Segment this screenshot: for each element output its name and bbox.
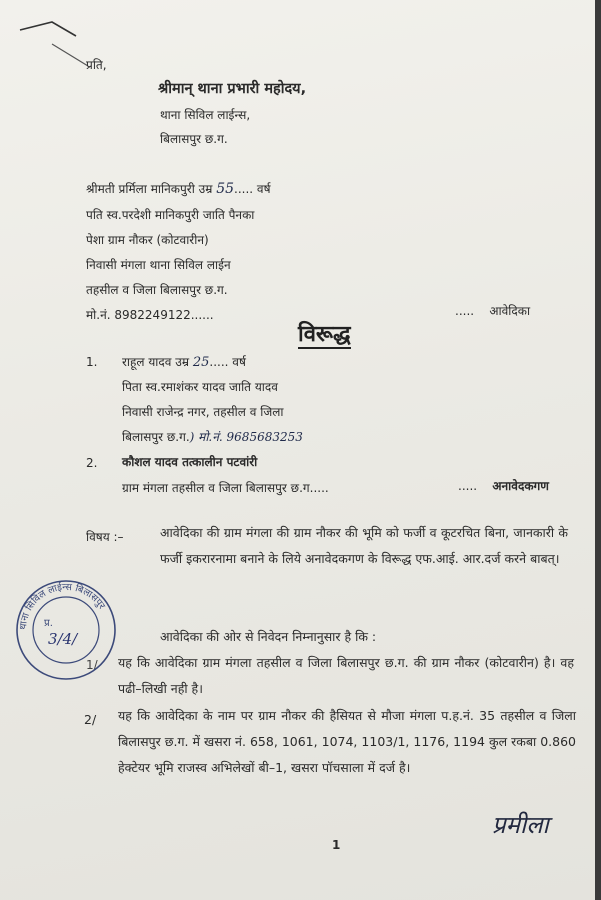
versus-heading: विरूद्ध [298, 321, 351, 347]
respondent-1-line-1: राहूल यादव उम्र 25..... वर्ष [122, 355, 246, 370]
stamp-inner-number: 3/4/ [48, 630, 78, 648]
applicant-line-2: पति स्व.परदेशी मानिकपुरी जाति पैनका [86, 208, 255, 222]
applicant-line-3: पेशा ग्राम नौकर (कोटवारीन) [86, 233, 209, 247]
stamp-ring-text: थाना सिविल लाईन्स बिलासपुर [17, 581, 108, 631]
applicant-role: ..... आवेदिका [455, 304, 531, 318]
respondent-1-mobile-handwritten: ) मो.नं. 9685683253 [189, 430, 303, 444]
respondent-1-line-3: निवासी राजेन्द्र नगर, तहसील व जिला [122, 405, 284, 419]
respondent-2-line-1: कौशल यादव तत्कालीन पटवांरी [122, 455, 258, 469]
page-edge-shadow [595, 0, 601, 900]
respondent-2-number: 2. [86, 456, 98, 470]
addressee: श्रीमान् थाना प्रभारी महोदय, [158, 81, 307, 97]
city-name: बिलासपुर छ.ग. [160, 132, 228, 146]
para-2-number: 2/ [84, 712, 97, 727]
subject-text: आवेदिका की ग्राम मंगला की ग्राम नौकर की भूमि को फर्जी व कूटरचित बिना, जानकारी के फर्जी इकरारनामा बनाने के लिये अनावेदकगण के विरूद्ध एफ.आई. आर.दर्ज करने बाबत्। [160, 525, 568, 566]
svg-text:थाना सिविल लाईन्स बिलासपुर [18, 581, 108, 630]
applicant-line-5: तहसील व जिला बिलासपुर छ.ग. [86, 283, 228, 297]
police-station-stamp [14, 578, 118, 682]
applicant-signature: प्रमीला [492, 811, 549, 839]
para-2-text: यह कि आवेदिका के नाम पर ग्राम नौकर की हैसियत से मौजा मंगला प.ह.नं. 35 तहसील व जिला बिलासपुर छ.ग. में खसरा नं. 658, 1061, 1074, 1103/1, 1176, 1194 कुल रकबा 0.860 हेक्टेयर भूमि राजस्व अभिलेखों बी–1, खसरा पॉचसाला में दर्ज है। [118, 708, 576, 775]
applicant-mobile: मो.नं. 8982249122...... [86, 308, 214, 322]
prati-label: प्रति, [86, 58, 107, 72]
respondent-1-line-4: बिलासपुर छ.ग.) मो.नं. 9685683253 [122, 430, 303, 444]
para-1-number: 1/ [86, 658, 98, 672]
applicant-line-1: श्रीमती प्रर्मिला मानिकपुरी उम्र 55..... वर्ष [86, 181, 271, 197]
respondent-1-number: 1. [86, 355, 98, 369]
para-1-text: यह कि आवेदिका ग्राम मंगला तहसील व जिला बिलासपुर छ.ग. की ग्राम नौकर (कोटवारीन) है। वह पढी–लिखी नही है। [118, 655, 574, 696]
respondent-1-line-2: पिता स्व.रमाशंकर यादव जाति यादव [122, 380, 278, 394]
respondents-role: ..... अनावेदकगण [458, 479, 549, 493]
subject-label: विषय :– [86, 530, 124, 544]
station-name: थाना सिविल लाईन्स, [160, 108, 251, 122]
applicant-age-handwritten: 55 [216, 181, 235, 197]
respondent-1-age-handwritten: 25 [192, 355, 210, 370]
page-number: 1 [332, 838, 341, 852]
stamp-inner-top: प्र. [44, 618, 53, 629]
respondent-2-line-2: ग्राम मंगला तहसील व जिला बिलासपुर छ.ग..... [122, 481, 329, 495]
applicant-line-4: निवासी मंगला थाना सिविल लाईन [86, 258, 231, 272]
petition-intro: आवेदिका की ओर से निवेदन निम्नानुसार है कि : [160, 629, 377, 644]
